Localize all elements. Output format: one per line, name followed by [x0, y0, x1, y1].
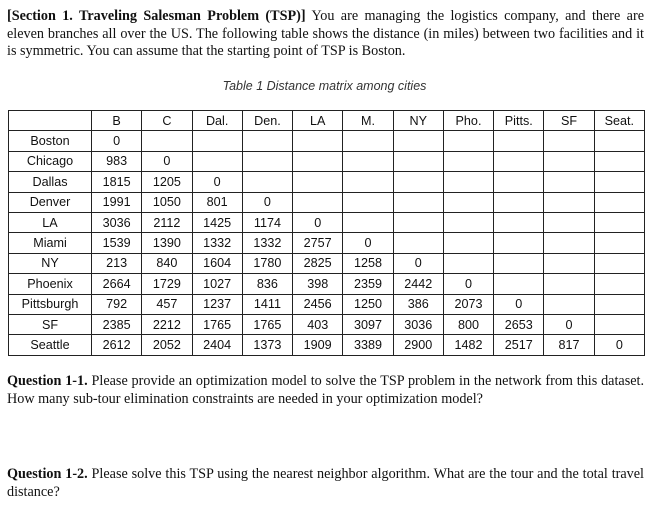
distance-cell: 0 — [494, 294, 544, 314]
distance-cell: 2517 — [494, 335, 544, 355]
distance-cell — [494, 151, 544, 171]
distance-cell — [343, 192, 393, 212]
distance-cell — [494, 212, 544, 232]
distance-cell — [544, 294, 594, 314]
distance-cell: 1991 — [92, 192, 142, 212]
distance-cell — [393, 212, 443, 232]
distance-cell: 2757 — [293, 233, 343, 253]
section-heading: [Section 1. Traveling Salesman Problem (TSP)] — [7, 8, 306, 24]
table-row — [9, 233, 645, 253]
distance-cell: 2404 — [192, 335, 242, 355]
distance-cell: 0 — [92, 131, 142, 151]
distance-cell: 1332 — [242, 233, 292, 253]
distance-cell — [443, 151, 493, 171]
distance-cell: 0 — [594, 335, 644, 355]
table-row — [9, 192, 645, 212]
distance-cell — [393, 151, 443, 171]
column-header: B — [92, 111, 142, 131]
distance-cell — [443, 212, 493, 232]
distance-cell: 2112 — [142, 212, 192, 232]
distance-cell — [242, 151, 292, 171]
distance-cell: 0 — [544, 314, 594, 334]
distance-cell: 1765 — [242, 314, 292, 334]
question-text: Please provide an optimization model to solve the TSP problem in the network from this dataset. How many sub-tour elimination constraints are needed in your optimization model? — [7, 373, 645, 407]
distance-cell: 836 — [242, 274, 292, 294]
column-header: Dal. — [192, 111, 242, 131]
distance-cell — [343, 172, 393, 192]
distance-cell: 2359 — [343, 274, 393, 294]
distance-cell: 457 — [142, 294, 192, 314]
column-header: Seat. — [594, 111, 644, 131]
distance-cell — [393, 131, 443, 151]
question-label: Question 1-2. — [7, 466, 88, 482]
column-header: Pitts. — [494, 111, 544, 131]
distance-cell — [594, 212, 644, 232]
distance-cell: 1909 — [293, 335, 343, 355]
column-header: Pho. — [443, 111, 493, 131]
distance-cell — [594, 192, 644, 212]
distance-cell — [494, 274, 544, 294]
distance-cell — [544, 253, 594, 273]
row-header: Miami — [9, 233, 92, 253]
distance-cell: 1250 — [343, 294, 393, 314]
distance-cell: 3097 — [343, 314, 393, 334]
column-header: LA — [293, 111, 343, 131]
distance-cell — [544, 274, 594, 294]
distance-cell — [393, 172, 443, 192]
distance-cell: 2052 — [142, 335, 192, 355]
row-header: Pittsburgh — [9, 294, 92, 314]
distance-cell — [443, 172, 493, 192]
table-row — [9, 212, 645, 232]
row-header: Denver — [9, 192, 92, 212]
distance-cell — [242, 131, 292, 151]
distance-cell: 1539 — [92, 233, 142, 253]
distance-cell: 0 — [393, 253, 443, 273]
distance-cell — [343, 212, 393, 232]
table-row — [9, 172, 645, 192]
table-row — [9, 335, 645, 355]
question-label: Question 1-1. — [7, 373, 88, 389]
table-header-row — [9, 111, 645, 131]
distance-cell — [393, 233, 443, 253]
distance-cell — [594, 172, 644, 192]
distance-cell: 386 — [393, 294, 443, 314]
distance-cell: 840 — [142, 253, 192, 273]
table-row — [9, 253, 645, 273]
table-row — [9, 131, 645, 151]
corner-cell — [9, 111, 92, 131]
distance-cell: 1390 — [142, 233, 192, 253]
distance-cell — [142, 131, 192, 151]
distance-cell: 1237 — [192, 294, 242, 314]
distance-cell: 1604 — [192, 253, 242, 273]
distance-cell — [544, 131, 594, 151]
distance-cell: 1027 — [192, 274, 242, 294]
distance-cell: 0 — [142, 151, 192, 171]
table-row — [9, 314, 645, 334]
table-row — [9, 294, 645, 314]
distance-cell: 2825 — [293, 253, 343, 273]
distance-cell: 2900 — [393, 335, 443, 355]
distance-cell — [544, 233, 594, 253]
row-header: NY — [9, 253, 92, 273]
distance-cell: 1174 — [242, 212, 292, 232]
column-header: Den. — [242, 111, 292, 131]
distance-cell — [594, 314, 644, 334]
distance-cell — [192, 151, 242, 171]
intro-text: You are managing the logistics company, and there are eleven branches all over the US. The following table shows the distance (in miles) between two facilities and it is symmetric. You can assume that the starting point of TSP is Boston. — [7, 8, 644, 59]
question-text: Please solve this TSP using the nearest neighbor algorithm. What are the tour and the total travel distance? — [7, 466, 644, 500]
distance-cell: 1258 — [343, 253, 393, 273]
distance-cell — [293, 131, 343, 151]
distance-cell — [594, 294, 644, 314]
distance-cell: 817 — [544, 335, 594, 355]
intro-paragraph — [7, 8, 644, 61]
distance-cell: 1815 — [92, 172, 142, 192]
table-row — [9, 274, 645, 294]
distance-cell — [242, 172, 292, 192]
row-header: Seattle — [9, 335, 92, 355]
distance-cell — [293, 192, 343, 212]
table-row — [9, 151, 645, 171]
distance-cell — [594, 253, 644, 273]
column-header: M. — [343, 111, 393, 131]
distance-cell — [443, 192, 493, 212]
distance-cell — [343, 151, 393, 171]
distance-cell: 792 — [92, 294, 142, 314]
distance-cell — [594, 233, 644, 253]
distance-cell — [594, 274, 644, 294]
row-header: Chicago — [9, 151, 92, 171]
distance-cell: 2456 — [293, 294, 343, 314]
table-caption: Table 1 Distance matrix among cities — [222, 79, 427, 93]
distance-cell — [192, 131, 242, 151]
distance-cell: 2385 — [92, 314, 142, 334]
distance-cell: 800 — [443, 314, 493, 334]
distance-cell: 3389 — [343, 335, 393, 355]
distance-cell: 403 — [293, 314, 343, 334]
distance-cell — [293, 151, 343, 171]
distance-cell: 0 — [343, 233, 393, 253]
distance-cell: 1729 — [142, 274, 192, 294]
distance-cell — [544, 192, 594, 212]
distance-cell: 3036 — [393, 314, 443, 334]
distance-cell: 2073 — [443, 294, 493, 314]
question-1-1 — [7, 373, 644, 408]
column-header: C — [142, 111, 192, 131]
distance-cell — [393, 192, 443, 212]
distance-cell — [443, 233, 493, 253]
distance-cell — [443, 131, 493, 151]
row-header: Boston — [9, 131, 92, 151]
distance-cell: 398 — [293, 274, 343, 294]
distance-cell — [494, 253, 544, 273]
distance-cell: 2664 — [92, 274, 142, 294]
distance-cell: 1411 — [242, 294, 292, 314]
distance-cell: 0 — [192, 172, 242, 192]
distance-cell: 2212 — [142, 314, 192, 334]
distance-cell: 1373 — [242, 335, 292, 355]
distance-cell: 0 — [242, 192, 292, 212]
distance-cell: 1765 — [192, 314, 242, 334]
distance-cell: 1780 — [242, 253, 292, 273]
row-header: SF — [9, 314, 92, 334]
row-header: Dallas — [9, 172, 92, 192]
distance-cell — [594, 131, 644, 151]
column-header: NY — [393, 111, 443, 131]
distance-cell: 983 — [92, 151, 142, 171]
question-1-2 — [7, 466, 644, 501]
distance-cell — [544, 172, 594, 192]
distance-cell — [594, 151, 644, 171]
distance-cell: 2612 — [92, 335, 142, 355]
row-header: LA — [9, 212, 92, 232]
distance-cell — [443, 253, 493, 273]
distance-cell — [494, 192, 544, 212]
distance-cell: 1332 — [192, 233, 242, 253]
distance-cell: 213 — [92, 253, 142, 273]
distance-cell: 3036 — [92, 212, 142, 232]
distance-cell: 801 — [192, 192, 242, 212]
distance-cell: 0 — [443, 274, 493, 294]
distance-cell — [494, 131, 544, 151]
distance-cell — [293, 172, 343, 192]
distance-cell: 2442 — [393, 274, 443, 294]
distance-cell — [494, 172, 544, 192]
distance-cell: 1482 — [443, 335, 493, 355]
distance-cell: 1425 — [192, 212, 242, 232]
distance-matrix-table — [8, 110, 645, 356]
row-header: Phoenix — [9, 274, 92, 294]
distance-cell: 1050 — [142, 192, 192, 212]
distance-cell — [544, 151, 594, 171]
distance-cell: 1205 — [142, 172, 192, 192]
distance-cell — [494, 233, 544, 253]
distance-cell — [343, 131, 393, 151]
distance-cell: 2653 — [494, 314, 544, 334]
distance-cell — [544, 212, 594, 232]
distance-cell: 0 — [293, 212, 343, 232]
column-header: SF — [544, 111, 594, 131]
